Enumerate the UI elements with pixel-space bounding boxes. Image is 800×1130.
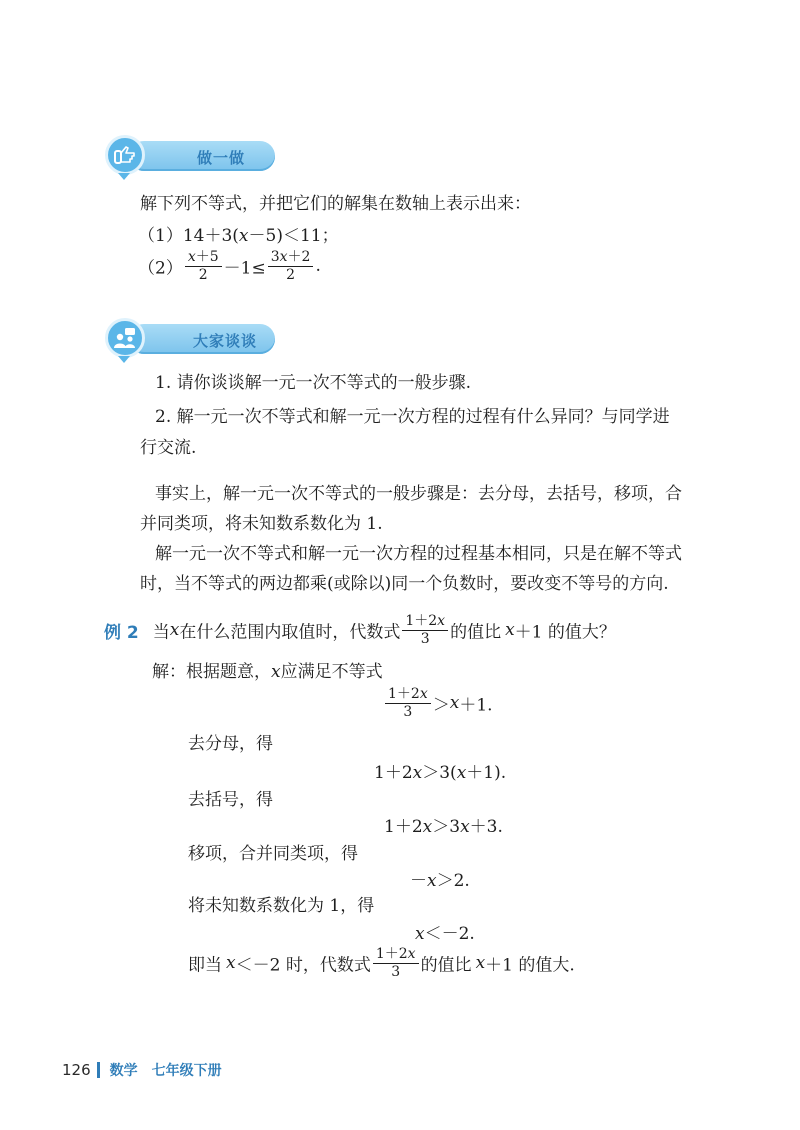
text: 的值比	[420, 955, 472, 976]
num: 1＋2	[405, 613, 438, 629]
text: ＋1 的值大.	[485, 955, 575, 976]
item-label: （2）	[138, 258, 183, 279]
var-x: x	[460, 817, 470, 837]
num: 1＋2	[375, 946, 408, 962]
text: 解：根据题意，	[152, 662, 271, 682]
text: ＞2.	[436, 871, 470, 891]
var-x: x	[407, 946, 416, 962]
text: ＞3(	[422, 763, 457, 783]
footer-divider	[97, 1062, 100, 1078]
equation-4	[415, 926, 475, 943]
discussion-q2-line1: 2. 解一元一次不等式和解一元一次方程的过程有什么异同？与同学进	[155, 407, 670, 427]
var-x: x	[279, 249, 288, 265]
equation-3	[410, 873, 470, 890]
num-rest: ＋2	[287, 249, 311, 265]
book-label: 七年级下册	[151, 1063, 222, 1079]
example-question	[104, 614, 616, 646]
paragraph-steps-line2: 并同类项，将未知数系数化为 1.	[140, 514, 383, 534]
text: 1＋2	[374, 763, 413, 783]
text: ＞3	[432, 817, 461, 837]
text: ＋3.	[469, 817, 503, 837]
banner-do-it	[105, 135, 275, 175]
page-number: 126	[62, 1061, 91, 1079]
text: 1＋2	[384, 817, 423, 837]
text: ＋1.	[459, 695, 493, 716]
step-2: 去括号，得	[188, 790, 273, 810]
var-x: x	[187, 249, 196, 265]
exercise-item-1	[138, 228, 339, 245]
var-x: x	[456, 763, 467, 783]
var-x: x	[419, 686, 428, 702]
banner-discuss	[105, 318, 275, 358]
var-x: x	[271, 662, 281, 682]
fraction	[268, 250, 314, 282]
fraction	[185, 250, 222, 282]
denominator: 3	[403, 703, 413, 720]
expr: .	[315, 256, 321, 277]
expr: －1≤	[223, 258, 266, 279]
text: ＜－2 时，代数式	[235, 955, 371, 976]
paragraph-compare-line2: 时，当不等式的两边都乘(或除以)同一个负数时，要改变不等号的方向.	[140, 574, 669, 594]
text: 在什么范围内取值时，代数式	[179, 622, 401, 643]
paragraph-compare-line1: 解一元一次不等式和解一元一次方程的过程基本相同，只是在解不等式	[155, 544, 682, 564]
text: 当	[152, 622, 170, 643]
var-x: x	[422, 817, 433, 837]
banner-title: 做一做	[197, 149, 246, 167]
var-x: x	[226, 953, 236, 974]
people-talking-icon	[105, 318, 145, 358]
var-x: x	[475, 953, 486, 974]
banner-pointer	[118, 356, 130, 363]
var-x: x	[505, 620, 515, 641]
denominator: 2	[286, 266, 296, 283]
text: 即当	[188, 955, 222, 976]
fraction	[402, 614, 448, 646]
item-label: （1）	[138, 226, 183, 246]
banner-title: 大家谈谈	[193, 332, 258, 350]
expr: －5)＜11；	[248, 226, 339, 246]
text: －	[410, 871, 427, 891]
example-label: 例 2	[104, 622, 139, 643]
num-coef: 3	[270, 249, 280, 265]
step-4: 将未知数系数化为 1，得	[188, 896, 375, 916]
text: 的值比	[450, 622, 502, 643]
denominator: 2	[198, 266, 208, 283]
inequality-1	[383, 687, 493, 719]
var-x: x	[169, 620, 180, 641]
text: ＞	[432, 695, 450, 716]
discussion-q1: 1. 请你谈谈解一元一次不等式的一般步骤.	[155, 373, 472, 393]
var-x: x	[427, 871, 437, 891]
fraction	[373, 947, 419, 979]
fraction	[385, 687, 431, 719]
denominator: 3	[391, 963, 401, 980]
page-footer	[62, 1060, 222, 1080]
var-x: x	[238, 226, 249, 246]
var-x: x	[415, 924, 425, 944]
var-x: x	[437, 613, 446, 629]
step-1: 去分母，得	[188, 734, 273, 754]
conclusion	[188, 947, 575, 979]
step-3: 移项，合并同类项，得	[188, 844, 358, 864]
exercise-item-2	[138, 250, 321, 282]
exercise-intro: 解下列不等式，并把它们的解集在数轴上表示出来：	[140, 194, 531, 214]
solution-intro	[152, 664, 383, 681]
subject-label: 数学	[109, 1063, 138, 1079]
banner-pointer	[118, 173, 130, 180]
var-x: x	[449, 693, 460, 714]
text: ＋1).	[466, 763, 507, 783]
text: 应满足不等式	[280, 662, 383, 682]
discussion-q2-line2: 行交流.	[140, 438, 197, 458]
text: ＜－2.	[424, 924, 475, 944]
text: ＋1 的值大？	[514, 622, 616, 643]
hand-icon	[105, 135, 145, 175]
expr: 14＋3(	[182, 226, 239, 246]
denominator: 3	[420, 630, 430, 647]
equation-1	[374, 765, 506, 782]
paragraph-steps-line1: 事实上，解一元一次不等式的一般步骤是：去分母，去括号，移项，合	[155, 484, 682, 504]
num: 1＋2	[388, 686, 420, 702]
num-rest: ＋5	[195, 249, 219, 265]
equation-2	[384, 819, 503, 836]
var-x: x	[412, 763, 423, 783]
